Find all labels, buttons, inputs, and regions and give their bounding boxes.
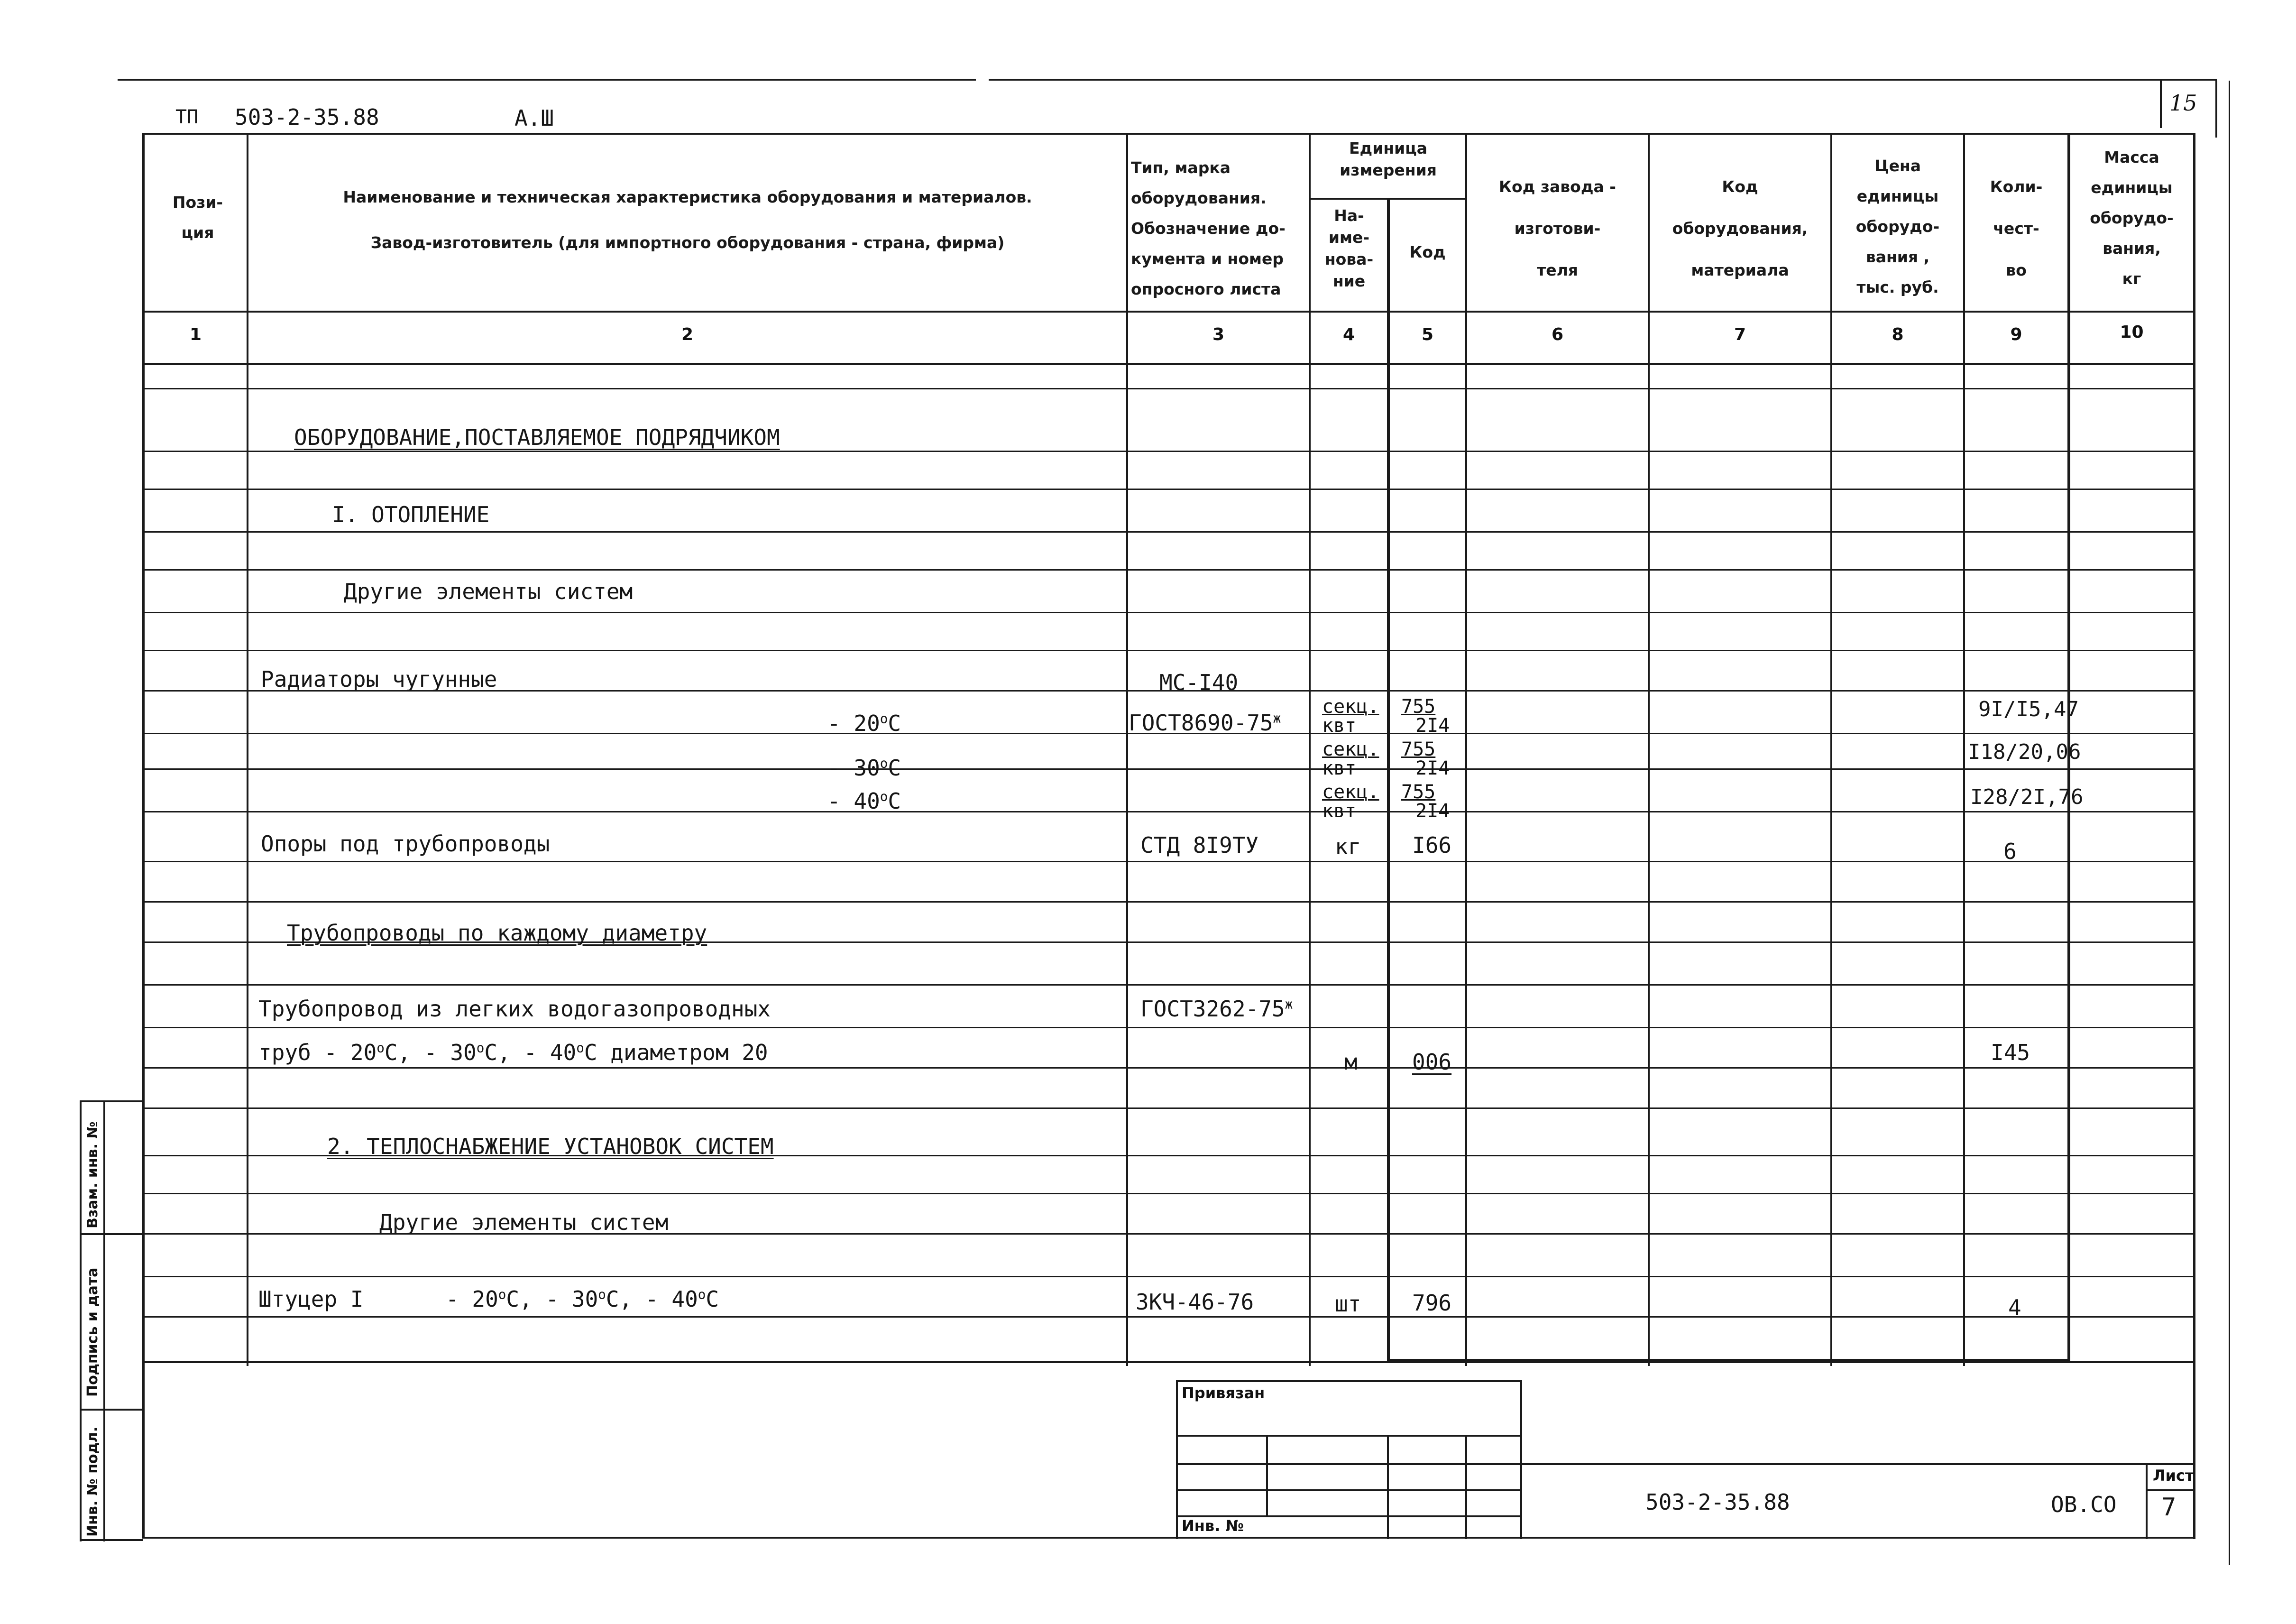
unit-num: секц. — [1322, 738, 1379, 760]
supports-label: Опоры под трубопроводы — [261, 831, 550, 857]
fitting-code: 796 — [1412, 1290, 1452, 1316]
qty-40: I28/2I,76 — [1970, 785, 2084, 809]
code-num: 755 — [1401, 696, 1436, 718]
unit-num: секц. — [1322, 696, 1379, 718]
side-stamp-bottom — [80, 1539, 143, 1541]
qty-den: 20,06 — [2018, 740, 2081, 764]
qty-20: 9I/I5,47 — [1978, 697, 2079, 721]
row-separator — [142, 1067, 2195, 1069]
header-col-10: Масса единицы оборудо- вания, кг — [2090, 148, 2174, 288]
row-separator — [142, 768, 2195, 770]
titleblock-right-vert — [2193, 1361, 2195, 1539]
deg-sign: o — [880, 755, 888, 771]
deg-c: C — [706, 1286, 719, 1312]
code-frac-20 — [1401, 697, 1450, 735]
gost-radiators-text: ГОСТ8690-75 — [1129, 710, 1273, 736]
supports-type: СТД 8I9ТУ — [1140, 832, 1259, 858]
row-separator — [142, 984, 2195, 986]
album-mark: А.Ш — [514, 105, 554, 131]
col-divider-2 — [1126, 133, 1128, 1366]
deg-sign: o — [880, 710, 888, 727]
heating-heading — [332, 502, 489, 527]
unit-den: квт — [1322, 715, 1357, 737]
fitting-label: Штуцер I — [258, 1286, 364, 1312]
inv-no-label: Инв. № — [1182, 1517, 1244, 1535]
colnum-5: 5 — [1421, 325, 1434, 344]
titleblock-doc-code: 503-2-35.88 — [1645, 1489, 1790, 1515]
colnum-9: 9 — [2010, 325, 2022, 344]
colnum-4: 4 — [1342, 325, 1355, 344]
pipeline-2a: труб — [258, 1040, 311, 1065]
doc-code: 503-2-35.88 — [235, 104, 379, 130]
pipeline-2d: С диаметром 20 — [584, 1040, 768, 1065]
fitting-temps-a: - 20 — [446, 1286, 498, 1312]
header-col-1: Пози- ция — [172, 193, 223, 242]
temp-30 — [827, 755, 901, 781]
row-separator — [142, 531, 2195, 533]
sheet-mark: ТП — [175, 106, 199, 128]
supports-qty: 6 — [2003, 839, 2017, 864]
deg-sign: o — [498, 1286, 506, 1302]
titleblock-mark: ОВ.СО — [2051, 1492, 2117, 1517]
row-separator — [142, 861, 2195, 862]
top-border-left — [118, 79, 976, 81]
col-divider-1 — [247, 133, 248, 1366]
header-bottom-line — [142, 311, 2195, 313]
fitting-temps-b: С, - 30 — [506, 1286, 598, 1312]
header-col-3: Тип, марка оборудования. Обозначение до- кумента и номер опросного листа — [1131, 158, 1286, 298]
header-col-9: Коли- чест- во — [1990, 177, 2043, 279]
fitting-unit: шт — [1335, 1291, 1361, 1317]
row-separator — [142, 569, 2195, 571]
row-separator — [142, 1276, 2195, 1277]
page-box-right — [2215, 81, 2217, 138]
bound-box-v3 — [1465, 1435, 1467, 1539]
code-den: 2I4 — [1415, 715, 1450, 737]
code-frac-40 — [1401, 783, 1450, 821]
colnum-7: 7 — [1734, 325, 1746, 344]
deg-sign: o — [377, 1040, 385, 1056]
row-separator — [142, 451, 2195, 452]
colnum-3: 3 — [1212, 325, 1225, 344]
temp-40 — [827, 788, 901, 814]
temp-20-text: - 20 — [324, 1040, 377, 1065]
fitting-temps — [446, 1286, 719, 1312]
temp-30-text: - 30 — [827, 755, 880, 781]
star-mark: ж — [1285, 996, 1293, 1012]
header-col-7: Код оборудования, материала — [1672, 177, 1808, 279]
row-separator — [142, 1027, 2195, 1028]
sheet-box-mid — [2146, 1489, 2195, 1491]
radiators-type: МС-I40 — [1159, 670, 1239, 695]
colnum-8: 8 — [1892, 325, 1904, 344]
header-col-5: Код — [1409, 243, 1446, 261]
side-sign-date: Подпись и дата — [84, 1267, 101, 1397]
bound-box-top — [1176, 1380, 1522, 1382]
row-separator — [142, 612, 2195, 613]
temp-20 — [827, 710, 901, 736]
temp-20-text: - 20 — [827, 710, 880, 736]
section-title: ОБОРУДОВАНИЕ,ПОСТАВЛЯЕМОЕ ПОДРЯДЧИКОМ — [294, 424, 780, 450]
header-col-2: Наименование и техническая характеристика оборудования и материалов. Завод-изготовитель (для импортного оборудования - страна, фирма) — [343, 188, 1032, 252]
heat-supply-heading: 2. ТЕПЛОСНАБЖЕНИЕ УСТАНОВОК СИСТЕМ — [327, 1134, 774, 1159]
other-elements-1: Другие элементы систем — [344, 579, 633, 604]
colnum-1: 1 — [189, 325, 202, 344]
row-separator — [142, 489, 2195, 490]
code-den: 2I4 — [1415, 757, 1450, 779]
bound-box-h1 — [1176, 1435, 1522, 1437]
pipeline-line-1: Трубопровод из легких водогазопроводных — [258, 996, 771, 1022]
unit-den: квт — [1322, 757, 1357, 779]
sheet-number: 7 — [2161, 1493, 2177, 1522]
pipeline-gost-text: ГОСТ3262-75 — [1140, 996, 1285, 1022]
row-separator — [142, 811, 2195, 812]
bound-box-h2 — [1176, 1463, 1522, 1465]
header-top-line — [142, 133, 2195, 135]
heating-heading-text: I. ОТОПЛЕНИЕ — [332, 502, 490, 527]
other-elements-2: Другие элементы систем — [379, 1209, 669, 1235]
qty-30: I18/20,06 — [1968, 740, 2081, 764]
bound-box-v1 — [1266, 1435, 1268, 1515]
code-den: 2I4 — [1415, 800, 1450, 822]
side-stamp-top — [80, 1100, 143, 1102]
fitting-temps-c: С, - 40 — [606, 1286, 698, 1312]
fitting-type: ЗКЧ-46-76 — [1136, 1289, 1254, 1315]
titleblock-top — [1522, 1463, 2195, 1465]
side-stamp-div-2 — [80, 1409, 143, 1411]
row-separator — [142, 1193, 2195, 1194]
bound-box-h3 — [1176, 1489, 1522, 1491]
side-inv-podl: Инв. № подл. — [84, 1426, 101, 1537]
pipeline-2c: С, - 40 — [484, 1040, 577, 1065]
code-frac-30 — [1401, 740, 1450, 778]
top-border-right — [989, 79, 2217, 81]
qty-den: I5,47 — [2016, 697, 2079, 721]
deg-sign: o — [698, 1286, 706, 1302]
side-stamp-div-1 — [80, 1233, 143, 1235]
deg-sign: o — [880, 788, 888, 804]
page-box-left — [2160, 81, 2162, 128]
row-separator — [142, 1107, 2195, 1109]
qty-num: I18 — [1968, 740, 2006, 764]
table-bottom-line — [142, 1361, 2195, 1363]
col-divider-6 — [1648, 133, 1650, 1366]
row-separator — [142, 650, 2195, 651]
row-separator — [142, 901, 2195, 903]
colnum-10: 10 — [2120, 323, 2144, 342]
colnum-bottom-line — [142, 363, 2195, 365]
col-divider-5 — [1465, 133, 1467, 1366]
deg-c: C — [888, 710, 901, 736]
col-divider-7 — [1830, 133, 1832, 1366]
row-separator — [142, 388, 2195, 389]
col-divider-4 — [1387, 198, 1390, 1361]
titleblock-outer-bottom — [142, 1537, 2195, 1539]
pipeline-2b: С, - 30 — [384, 1040, 477, 1065]
deg-c: C — [888, 788, 901, 814]
unit-frac-30 — [1322, 740, 1379, 778]
supports-unit: кг — [1335, 834, 1361, 859]
page-number-handwritten: 15 — [2169, 90, 2197, 116]
gost-radiators — [1129, 710, 1281, 736]
side-stamp-left — [80, 1100, 82, 1541]
fitting-qty: 4 — [2008, 1295, 2021, 1320]
colnum-2: 2 — [681, 325, 694, 344]
unit-frac-20 — [1322, 697, 1379, 735]
colnum-6: 6 — [1551, 325, 1564, 344]
code-num: 755 — [1401, 781, 1436, 803]
col-divider-3 — [1309, 133, 1311, 1366]
pipes-by-diameter: Трубопроводы по каждому диаметру — [287, 920, 707, 946]
star-mark: ж — [1273, 710, 1281, 726]
sheet-box-left — [2146, 1463, 2148, 1539]
deg-sign: o — [476, 1040, 485, 1056]
pipeline-qty: I45 — [1991, 1040, 2030, 1065]
header-unit-group: Единица измерения — [1340, 139, 1437, 179]
unit-den: квт — [1322, 800, 1357, 822]
pipeline-code: 006 — [1412, 1049, 1452, 1075]
unit-num: секц. — [1322, 781, 1379, 803]
header-col-6: Код завода - изготови- теля — [1499, 177, 1616, 279]
qty-num: I28 — [1970, 785, 2008, 809]
col-divider-8 — [1963, 133, 1965, 1366]
sheet-label: Лист — [2153, 1467, 2194, 1485]
supports-code: I66 — [1412, 832, 1452, 858]
qty-den: 2I,76 — [2020, 785, 2084, 809]
pipeline-line-2 — [258, 1040, 768, 1065]
right-margin-line — [2229, 81, 2230, 1565]
code-num: 755 — [1401, 738, 1436, 760]
deg-c: C — [888, 755, 901, 781]
header-col-8: Цена единицы оборудо- вания , тыс. руб. — [1855, 157, 1940, 296]
unit-frac-40 — [1322, 783, 1379, 821]
row-separator — [142, 1316, 2195, 1318]
header-col-4: На- име- нова- ние — [1324, 206, 1374, 290]
temp-40-text: - 40 — [827, 788, 880, 814]
deg-sign: o — [598, 1286, 606, 1302]
side-vzam-inv: Взам. инв. № — [84, 1121, 101, 1228]
pipeline-unit: м — [1344, 1049, 1358, 1075]
table-right-border — [2193, 133, 2195, 1366]
pipeline-gost — [1140, 996, 1293, 1022]
deg-sign: o — [576, 1040, 584, 1056]
side-stamp-mid — [103, 1100, 105, 1541]
bound-box-v2 — [1387, 1435, 1389, 1539]
bound-label: Привязан — [1182, 1384, 1265, 1402]
radiators-label: Радиаторы чугунные — [261, 666, 497, 692]
qty-num: 9I — [1978, 697, 2003, 721]
